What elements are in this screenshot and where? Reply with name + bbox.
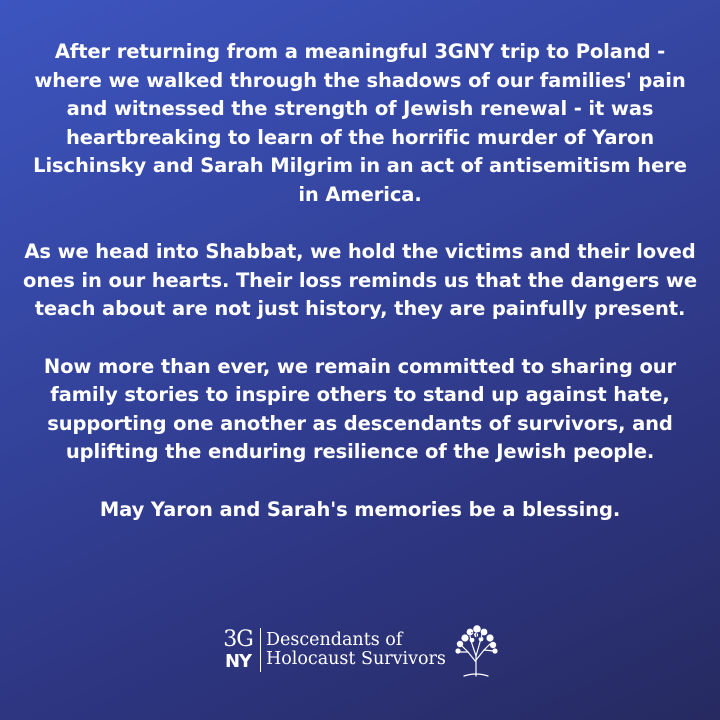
paragraph-shabbat: As we head into Shabbat, we hold the victims and their loved ones in our hearts. Their loss reminds us that the dangers we teach about are not just history, they are painfully present. xyxy=(23,240,697,321)
logo-mark xyxy=(218,629,258,671)
svg-text:3G: 3G xyxy=(470,631,482,640)
paragraph-blessing: May Yaron and Sarah's memories be a blessing. xyxy=(99,497,621,521)
paragraph-commitment: Now more than ever, we remain committed to sharing our family stories to inspire others to stand up against hate, supporting one another as descendants of survivors, and uplifting the enduring resilience of the Jewish people. xyxy=(43,354,677,464)
organization-name-line2: Holocaust Survivors xyxy=(266,649,446,669)
organization-name xyxy=(266,631,446,669)
logo-divider xyxy=(260,628,261,672)
logo-mark-top: 3G xyxy=(223,627,253,652)
logo-mark-bottom: NY xyxy=(224,651,252,672)
statement-text xyxy=(20,38,700,524)
organization-name-line1: Descendants of xyxy=(266,630,403,650)
paragraph-trip: After returning from a meaningful 3GNY trip to Poland - where we walked through the shadows of our families' pain and witnessed the strength of Jewish renewal - it was heartbreaking to learn of the horrific murder of Yaron Lischinsky and Sarah Milgrim in an act of antisemitism here in America. xyxy=(33,40,687,206)
tree-icon xyxy=(450,622,502,678)
organization-logo xyxy=(218,620,508,680)
